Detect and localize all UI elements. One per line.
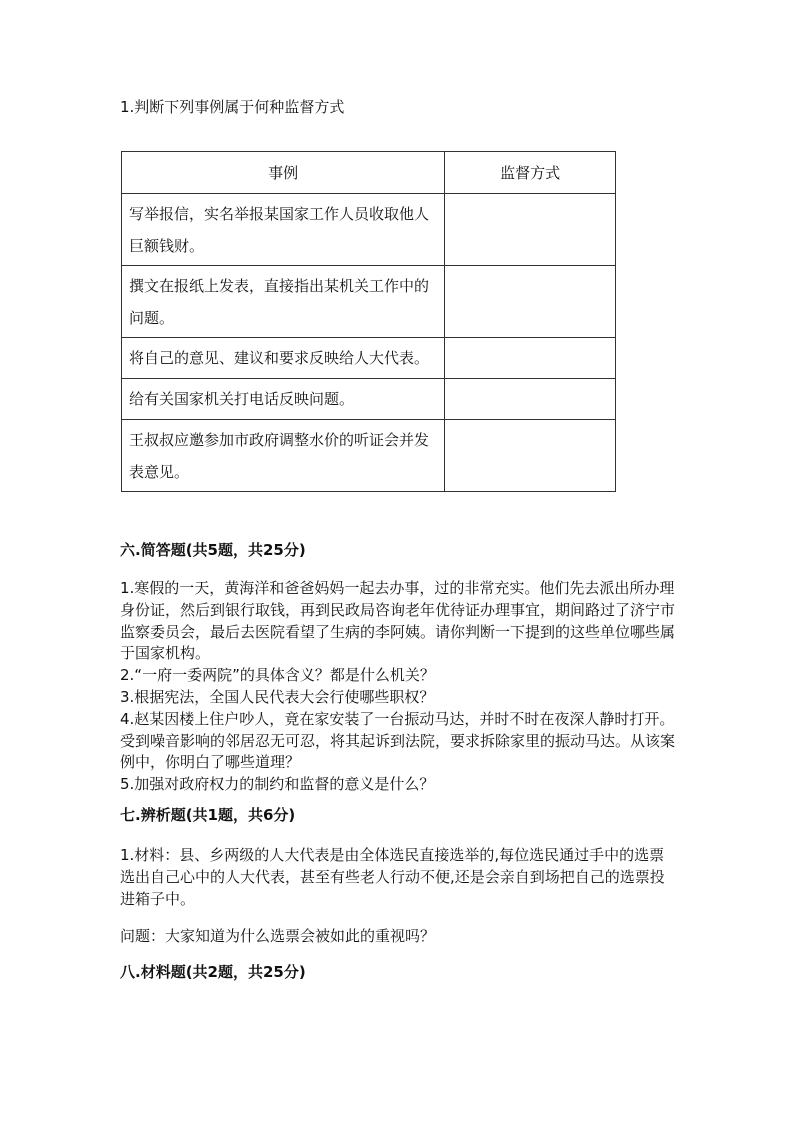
answer-cell[interactable] <box>445 266 616 338</box>
supervision-table <box>121 151 616 492</box>
question-intro: 1.判断下列事例属于何种监督方式 <box>120 98 345 116</box>
question-item: 5.加强对政府权力的制约和监督的意义是什么？ <box>120 775 435 794</box>
case-cell: 王叔叔应邀参加市政府调整水价的听证会并发表意见。 <box>122 420 445 492</box>
question-text: 问题：大家知道为什么选票会被如此的重视吗？ <box>120 927 436 945</box>
table-row <box>122 379 616 420</box>
answer-cell[interactable] <box>445 338 616 379</box>
section-title-short-answer: 六.简答题(共5题，共25分) <box>120 541 306 559</box>
table-row <box>122 338 616 379</box>
case-cell: 写举报信，实名举报某国家工作人员收取他人巨额钱财。 <box>122 194 445 266</box>
case-cell: 给有关国家机关打电话反映问题。 <box>122 379 445 420</box>
question-item: 1.寒假的一天，黄海洋和爸爸妈妈一起去办事，过的非常充实。他们先去派出所办理身份证，然后到银行取钱，再到民政局咨询老年优待证办理事宜，期间路过了济宁市监察委员会，最后去医院看望了生病的李阿姨。请你判断一下提到的这些单位哪些属于国家机构。 <box>120 579 676 663</box>
header-method: 监督方式 <box>445 152 616 194</box>
table-header-row <box>122 152 616 194</box>
answer-cell[interactable] <box>445 420 616 492</box>
section-title-material: 八.材料题(共2题，共25分) <box>120 963 306 981</box>
case-cell: 将自己的意见、建议和要求反映给人大代表。 <box>122 338 445 379</box>
question-item: 4.赵某因楼上住户吵人，竟在家安装了一台振动马达，并时不时在夜深人静时打开。受到噪音影响的邻居忍无可忍，将其起诉到法院，要求拆除家里的振动马达。从该案例中，你明白了哪些道理？ <box>120 709 676 772</box>
table-row <box>122 194 616 266</box>
answer-cell[interactable] <box>445 379 616 420</box>
case-cell: 撰文在报纸上发表，直接指出某机关工作中的问题。 <box>122 266 445 338</box>
table-row <box>122 266 616 338</box>
answer-cell[interactable] <box>445 194 616 266</box>
analysis-question <box>120 926 675 948</box>
short-answer-questions <box>120 578 675 796</box>
question-item: 3.根据宪法，全国人民代表大会行使哪些职权？ <box>120 687 435 706</box>
analysis-material <box>120 845 675 910</box>
material-text: 1.材料：县、乡两级的人大代表是由全体选民直接选举的,每位选民通过手中的选票选出自己心中的人大代表，甚至有些老人行动不便,还是会亲自到场把自己的选票投进箱子中。 <box>120 846 665 908</box>
section-title-analysis: 七.辨析题(共1题，共6分) <box>120 806 296 824</box>
question-item: 2.“一府一委两院”的具体含义？都是什么机关？ <box>120 666 435 685</box>
table-row <box>122 420 616 492</box>
header-case: 事例 <box>122 152 445 194</box>
